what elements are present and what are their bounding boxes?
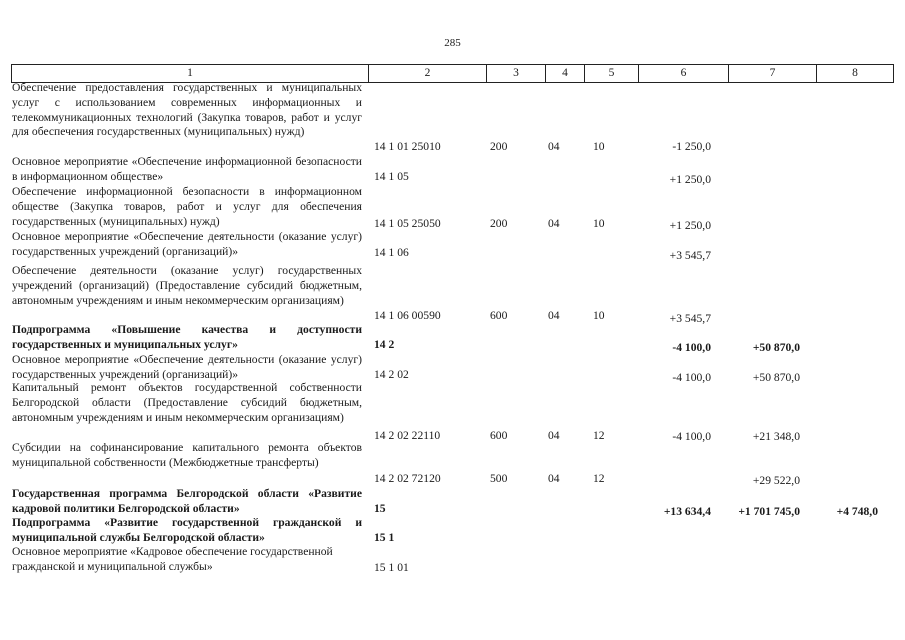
header-col-2: 2 xyxy=(369,65,487,82)
row-code: 14 1 06 00590 xyxy=(374,309,441,322)
row-description: Обеспечение предоставления государственных и муниципальных услуг с использованием современных информационных и телекоммуникационных технологий (Закупка товаров, работ и услуг для обеспечения государственных (муниципальных) нужд) xyxy=(12,81,362,139)
header-col-4: 4 xyxy=(546,65,585,82)
row-col-4: 04 xyxy=(548,309,560,322)
header-col-3: 3 xyxy=(487,65,546,82)
row-description: Основное мероприятие «Обеспечение деятельности (оказание услуг) государственных учреждений (организаций)» xyxy=(12,230,362,258)
row-description: Подпрограмма «Повышение качества и доступности государственных и муниципальных услуг» xyxy=(12,323,362,351)
row-code: 15 xyxy=(374,502,386,515)
row-description: Обеспечение деятельности (оказание услуг) государственных учреждений (организаций) (Предоставление субсидий бюджетным, автономным учреждениям и иным некоммерческим организациям) xyxy=(12,264,362,307)
row-description: Основное мероприятие «Обеспечение информационной безопасности в информационном обществе» xyxy=(12,155,362,183)
row-col-6: +13 634,4 xyxy=(663,505,711,518)
row-code: 14 1 05 25050 xyxy=(374,217,441,230)
row-col-5: 10 xyxy=(593,140,605,153)
row-col-8: +4 748,0 xyxy=(836,505,878,518)
header-col-6: 6 xyxy=(639,65,729,82)
page-number: 285 xyxy=(444,37,461,49)
row-description: Основное мероприятие «Кадровое обеспечение государственной гражданской и муниципальной службы» xyxy=(12,545,333,573)
row-col-4: 04 xyxy=(548,429,560,442)
row-col-6: +3 545,7 xyxy=(669,312,711,325)
row-col-5: 12 xyxy=(593,429,605,442)
row-col-6: +1 250,0 xyxy=(669,173,711,186)
row-col-7: +21 348,0 xyxy=(752,430,800,443)
row-col-6: +3 545,7 xyxy=(669,249,711,262)
row-col-6: +1 250,0 xyxy=(669,219,711,232)
row-description: Капитальный ремонт объектов государственной собственности Белгородской области (Предоставление субсидий бюджетным, автономным учреждениям и иным некоммерческим организациям) xyxy=(12,381,362,424)
row-col-5: 12 xyxy=(593,472,605,485)
row-code: 15 1 xyxy=(374,531,395,544)
header-col-7: 7 xyxy=(729,65,817,82)
row-col-3: 600 xyxy=(490,429,508,442)
row-col-3: 200 xyxy=(490,217,508,230)
header-col-5: 5 xyxy=(585,65,639,82)
row-col-5: 10 xyxy=(593,217,605,230)
row-col-6: -4 100,0 xyxy=(672,371,711,384)
row-code: 14 1 06 xyxy=(374,246,409,259)
row-description: Основное мероприятие «Обеспечение деятельности (оказание услуг) государственных учреждений (организаций)» xyxy=(12,353,362,381)
row-col-3: 200 xyxy=(490,140,508,153)
row-col-7: +50 870,0 xyxy=(752,341,800,354)
row-col-4: 04 xyxy=(548,217,560,230)
row-col-6: -4 100,0 xyxy=(672,430,711,443)
row-code: 15 1 01 xyxy=(374,561,409,574)
header-col-1: 1 xyxy=(12,65,369,82)
header-col-8: 8 xyxy=(852,67,858,79)
row-col-7: +1 701 745,0 xyxy=(738,505,800,518)
row-description: Субсидии на софинансирование капитального ремонта объектов муниципальной собственности (Межбюджетные трансферты) xyxy=(12,441,362,469)
row-description: Обеспечение информационной безопасности в информационном обществе (Закупка товаров, работ и услуг для обеспечения государственных (муниципальных) нужд) xyxy=(12,185,362,228)
row-code: 14 1 01 25010 xyxy=(374,140,441,153)
row-code: 14 2 02 xyxy=(374,368,409,381)
row-col-7: +29 522,0 xyxy=(752,474,800,487)
row-code: 14 2 02 72120 xyxy=(374,472,441,485)
row-col-4: 04 xyxy=(548,140,560,153)
row-col-3: 600 xyxy=(490,309,508,322)
row-col-6: -4 100,0 xyxy=(672,341,711,354)
row-code: 14 2 02 22110 xyxy=(374,429,441,442)
row-code: 14 2 xyxy=(374,338,395,351)
row-col-5: 10 xyxy=(593,309,605,322)
row-code: 14 1 05 xyxy=(374,170,409,183)
row-description: Государственная программа Белгородской области «Развитие кадровой политики Белгородской области» xyxy=(12,487,362,515)
row-col-7: +50 870,0 xyxy=(752,371,800,384)
row-description: Подпрограмма «Развитие государственной гражданской и муниципальной службы Белгородской области» xyxy=(12,516,362,544)
row-col-3: 500 xyxy=(490,472,508,485)
row-col-4: 04 xyxy=(548,472,560,485)
row-col-6: -1 250,0 xyxy=(672,140,711,153)
